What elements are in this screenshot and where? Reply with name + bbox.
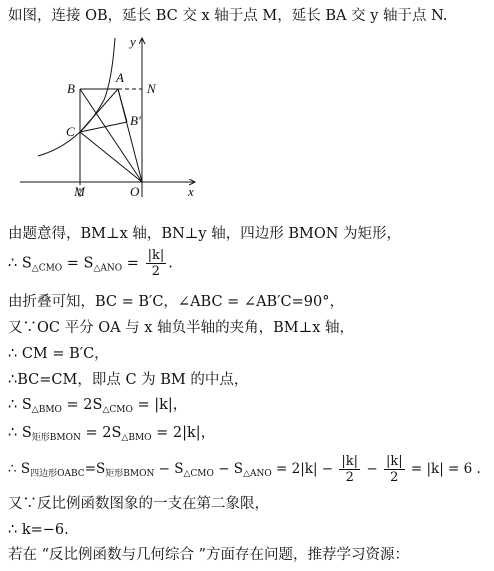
text: = 2S [80, 425, 122, 441]
subscript: △CMO [31, 263, 63, 274]
text: . [168, 255, 173, 272]
numerator: |k| [147, 248, 165, 263]
line-answer: ∴ k=−6. [8, 522, 69, 538]
numerator: |k| [385, 454, 403, 469]
intro-text: 如图，连接 OB，延长 BC 交 x 轴于点 M，延长 BA 交 y 轴于点 N. [8, 8, 448, 24]
label-A: A [116, 70, 124, 85]
text: = 2|k| − [271, 461, 338, 477]
subscript: △BMO [121, 433, 152, 443]
subscript: △CMO [183, 469, 214, 479]
denominator: 2 [151, 264, 161, 279]
label-N: N [147, 81, 156, 96]
text: = |k| = 6 . [406, 461, 481, 477]
subscript: △ANO [93, 263, 123, 274]
segment-ABp [118, 89, 127, 122]
fraction [384, 454, 405, 485]
segment-BO [80, 89, 142, 182]
line-area-quad [8, 454, 481, 485]
text: = 2|k|， [151, 425, 216, 441]
line-area-bmo [8, 395, 187, 420]
subscript: 四边形OABC [30, 469, 85, 479]
label-O: O [130, 184, 140, 199]
line-fold: 由折叠可知，BC = B′C，∠ABC = ∠AB′C=90°， [8, 294, 344, 310]
subscript: 矩形BMON [31, 433, 81, 443]
text: = S [62, 255, 94, 272]
fraction [339, 454, 360, 485]
line-rectangle: 由题意得，BM⊥x 轴，BN⊥y 轴，四边形 BMON 为矩形， [8, 226, 401, 242]
segment-CO [80, 132, 142, 182]
line-area-rect [8, 423, 215, 448]
line-area-equal [8, 248, 173, 279]
text: = |k|， [132, 397, 188, 413]
geometry-figure [20, 32, 210, 202]
text: ∴ S [8, 461, 31, 477]
denominator: 2 [390, 470, 399, 485]
subscript: △ANO [243, 469, 272, 479]
line-midpoint: ∴BC=CM，即点 C 为 BM 的中点， [8, 372, 249, 388]
text: ∴ S [8, 397, 32, 413]
fraction [146, 248, 167, 279]
label-M: M [74, 184, 85, 199]
text: ∴ S [8, 425, 32, 441]
text: = [122, 255, 144, 272]
denominator: 2 [345, 470, 354, 485]
label-Bp: B′ [130, 113, 141, 128]
line-resources: 若在 “反比例函数与几何综合 ”方面存在问题，推荐学习资源： [8, 547, 410, 563]
label-x: x [188, 184, 194, 199]
text: ∴ S [8, 255, 32, 272]
label-B: B [67, 81, 75, 96]
text: − [362, 461, 382, 477]
subscript: △CMO [102, 405, 133, 415]
label-y: y [130, 34, 136, 49]
text: = 2S [61, 397, 103, 413]
line-bisect: 又∵OC 平分 OA 与 x 轴负半轴的夹角，BM⊥x 轴， [8, 320, 354, 336]
text: − S [213, 461, 244, 477]
text: =S [84, 461, 106, 477]
subscript: △BMO [31, 405, 62, 415]
label-C: C [66, 124, 75, 139]
line-quadrant: 又∵反比例函数图象的一支在第二象限， [8, 496, 269, 512]
subscript: 矩形BMON [105, 469, 155, 479]
line-cm: ∴ CM = B′C， [8, 346, 109, 362]
text: − S [154, 461, 184, 477]
hyperbola-curve [38, 38, 115, 156]
numerator: |k| [341, 454, 359, 469]
